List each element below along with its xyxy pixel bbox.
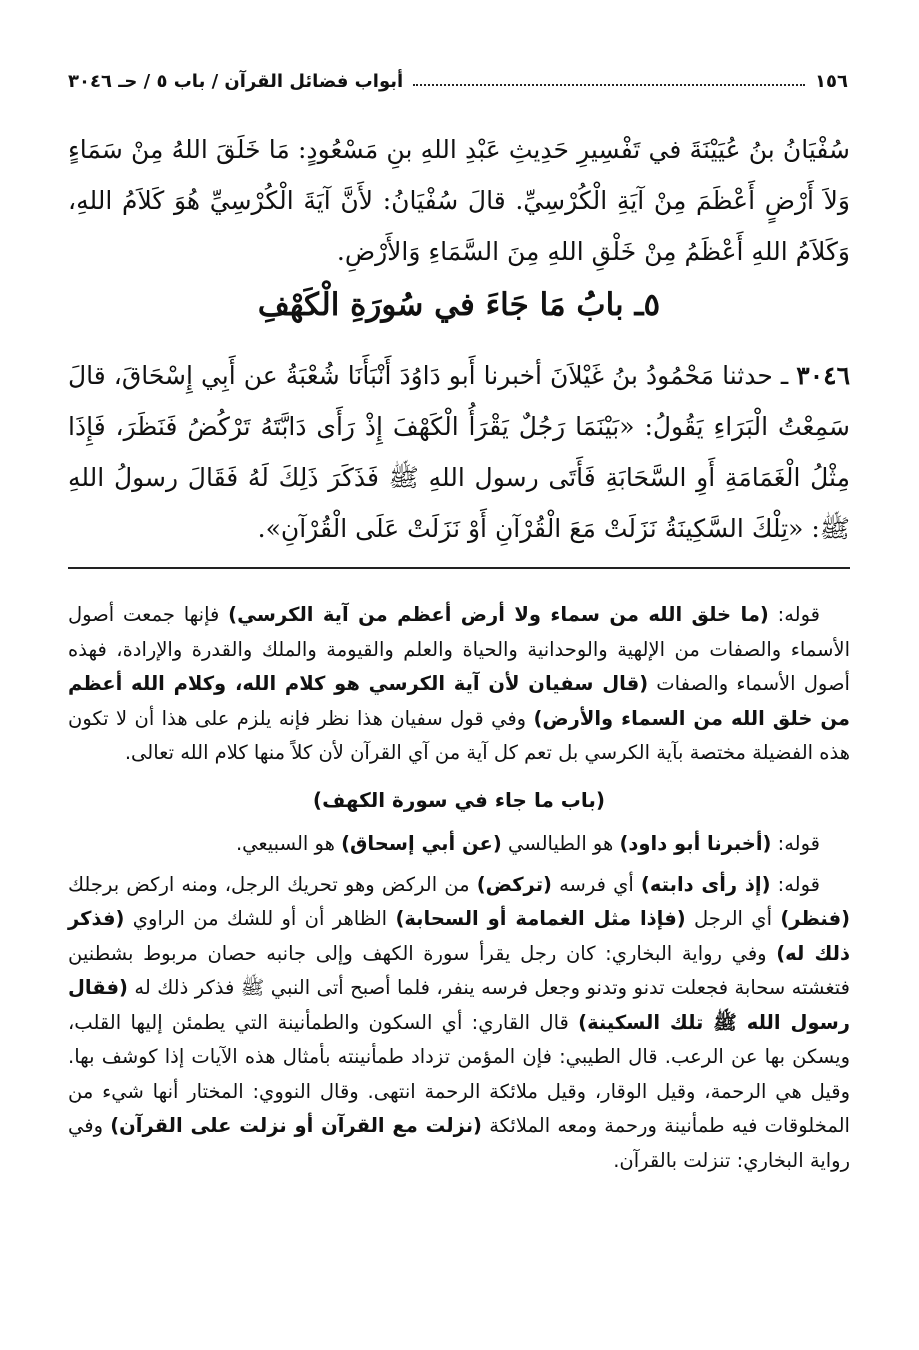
commentary-paragraph-1 xyxy=(68,598,850,771)
hadith-number: ٣٠٤٦ xyxy=(796,361,850,390)
commentary-quote: (فنظر) xyxy=(780,907,851,930)
commentary-text: فإنها جمعت أصول الأسماء والصفات من الإلهية والوحدانية والحياة والعلم والقيومة والملك والقدرة والإرادة، فهذه أصول الأسماء والصفات xyxy=(68,603,850,695)
hadith-continuation-text: سُفْيَانُ بنُ عُيَيْنَةَ في تَفْسِيرِ حَدِيثِ عَبْدِ اللهِ بنِ مَسْعُودٍ: مَا خَلَقَ اللهُ مِنْ سَمَاءٍ وَلاَ أَرْضٍ أَعْظَمَ مِنْ آيَةِ الْكُرْسِيِّ. قالَ سُفْيَانُ: لأَنَّ آيَةَ الْكُرْسِيِّ هُوَ كَلاَمُ اللهِ، وَكَلاَمُ اللهِ أَعْظَمُ مِنْ خَلْقِ اللهِ مِنَ السَّمَاءِ وَالأَرْضِ. xyxy=(68,135,850,266)
commentary-text: أي فرسه xyxy=(551,872,641,896)
commentary-text: قوله: xyxy=(771,832,820,855)
commentary-text: قوله: xyxy=(770,872,820,896)
commentary-quote: (إذ رأى دابته) xyxy=(640,872,771,896)
commentary-paragraph-3 xyxy=(68,868,850,1179)
chapter-heading: ٥ـ بابُ مَا جَاءَ في سُورَةِ الْكَهْفِ xyxy=(257,287,661,323)
hadith-text: ـ حدثنا مَحْمُودُ بنُ غَيْلاَنَ أخبرنا أَبو دَاوُدَ أَنْبَأَنَا شُعْبَةُ عن أَبِي إِسْحَاقَ، قالَ سَمِعْتُ الْبَرَاءِ يَقُولُ: «بَيْنَمَا رَجُلٌ يَقْرَأُ الْكَهْفَ إِذْ رَأَى دَابَّتَهُ تَرْكُضُ فَنَظَرَ، فَإِذَا مِثْلُ الْغَمَامَةِ أَوِ السَّحَابَةِ فَأَتَى رسول اللهِ ﷺ فَذَكَرَ ذَلِكَ لَهُ فَقَالَ رسولُ اللهِ ﷺ: «تِلْكَ السَّكِينَةُ نَزَلَتْ مَعَ الْقُرْآنِ أَوْ نَزَلَتْ عَلَى الْقُرْآنِ». xyxy=(68,361,850,543)
commentary-quote: (أخبرنا أبو داود) xyxy=(619,832,772,855)
commentary xyxy=(68,598,850,1178)
commentary-paragraph-2 xyxy=(68,827,850,862)
commentary-text: هو الطيالسي xyxy=(501,832,620,855)
hadith-continuation xyxy=(68,124,850,277)
commentary-quote: (فذكر ذلك له) xyxy=(68,907,850,965)
running-header xyxy=(68,66,848,96)
commentary-quote: (نزلت مع القرآن أو نزلت على القرآن) xyxy=(110,1114,482,1137)
commentary-text: الظاهر أن أو للشك من الراوي xyxy=(124,907,396,930)
commentary-text: هو السبيعي. xyxy=(235,832,342,855)
header-dot-leader xyxy=(413,84,805,86)
commentary-chapter-heading: (باب ما جاء في سورة الكهف) xyxy=(312,787,606,812)
commentary-text: من الركض وهو تحريك الرجل، ومنه اركض برجلك xyxy=(68,872,477,896)
commentary-quote: (فإذا مثل الغمامة أو السحابة) xyxy=(395,907,686,930)
hadith-3046 xyxy=(68,350,850,554)
commentary-text: وفي قول سفيان هذا نظر فإنه يلزم على هذا أن لا تكون هذه الفضيلة مختصة بآية الكرسي بل تعم كل آية من آي القرآن لأن كلاً منها كلام الله تعالى. xyxy=(68,706,850,764)
header-title: أبواب فضائل القرآن / باب ٥ / حـ ٣٠٤٦ xyxy=(68,70,404,92)
commentary-text: أي الرجل xyxy=(685,907,781,930)
commentary-quote: (قال سفيان لأن آية الكرسي هو كلام الله، وكلام الله أعظم من خلق الله من السماء والأرض) xyxy=(68,672,850,730)
commentary-quote: (ما خلق الله من سماء ولا أرض أعظم من آية الكرسي) xyxy=(228,603,769,626)
commentary-quote: (فقال رسول الله ﷺ تلك السكينة) xyxy=(68,976,850,1034)
page-number: ١٥٦ xyxy=(815,70,848,92)
commentary-text: وفي رواية البخاري: كان رجل يقرأ سورة الكهف وإلى جانبه حصان مربوط بشطنين فتغشته سحابة فجعلت تدنو وتدنو وجعل فرسه ينفر، فلما أصبح أتى النبي ﷺ فذكر ذلك له xyxy=(68,941,850,999)
commentary-quote: (تركض) xyxy=(476,872,552,896)
footnote-divider xyxy=(68,567,850,569)
commentary-quote: (عن أبي إسحاق) xyxy=(341,832,502,855)
commentary-text: قوله: xyxy=(768,603,820,626)
commentary-text: قال القاري: أي السكون والطمأنينة التي يطمئن إليها القلب، ويسكن بها عن الرعب. قال الطيبي: فإن المؤمن تزداد طمأنينته بأمثال هذه الآيات إذا كوشف بها. وقيل هي الرحمة، وقيل الوقار، وقيل ملائكة الرحمة انتهى. وقال النووي: المختار أنها شيء من المخلوقات فيه طمأنينة ورحمة ومعه الملائكة xyxy=(68,1010,850,1137)
commentary-text: وفي رواية البخاري: تنزلت بالقرآن. xyxy=(68,1114,850,1172)
